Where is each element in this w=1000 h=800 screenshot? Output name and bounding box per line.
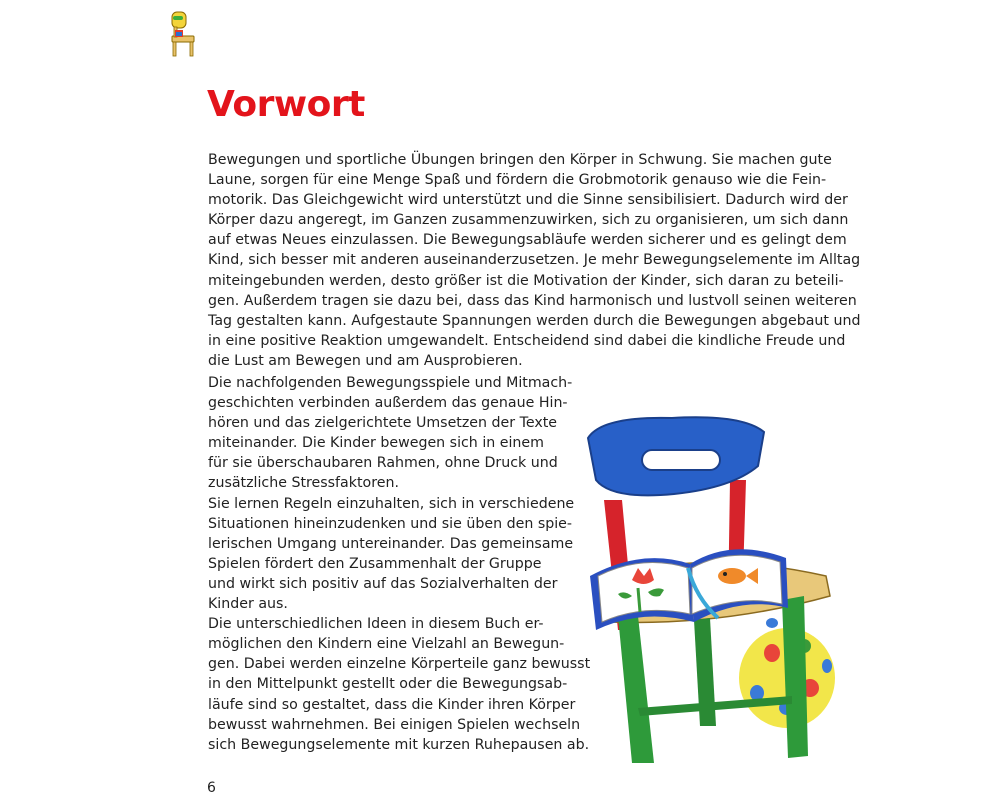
text-line: in eine positive Reaktion umgewandelt. Entscheidend sind dabei die kindliche Freude und xyxy=(208,332,846,349)
page-title: Vorwort xyxy=(207,84,365,125)
text-line: Laune, sorgen für eine Menge Spaß und fördern die Grobmotorik genauso wie die Fein- xyxy=(208,172,827,189)
text-line: Die unterschiedlichen Ideen in diesem Buch er- xyxy=(208,616,544,633)
page-number: 6 xyxy=(207,780,216,796)
text-line: Kind, sich besser mit anderen auseinanderzusetzen. Je mehr Bewegungselemente im Alltag xyxy=(208,252,861,269)
text-line: miteinander. Die Kinder bewegen sich in einem xyxy=(208,435,544,452)
text-line: Sie lernen Regeln einzuhalten, sich in verschiedene xyxy=(208,495,575,512)
chair-icon xyxy=(166,10,200,58)
text-line: sich Bewegungselemente mit kurzen Ruhepausen ab. xyxy=(208,736,590,753)
text-line: geschichten verbinden außerdem das genaue Hin- xyxy=(208,395,568,412)
text-line: Bewegungen und sportliche Übungen bringen den Körper in Schwung. Sie machen gute xyxy=(208,152,832,168)
text-line: die Lust am Bewegen und am Ausprobieren. xyxy=(208,352,523,369)
text-line: Körper dazu angeregt, im Ganzen zusammenzuwirken, sich zu organisieren, um sich dann xyxy=(208,212,849,229)
intro-paragraph xyxy=(208,150,861,371)
text-line: in den Mittelpunkt gestellt oder die Bewegungsab- xyxy=(208,676,568,693)
text-line: gen. Dabei werden einzelne Körperteile ganz bewusst xyxy=(208,656,591,673)
text-line: auf etwas Neues einzulassen. Die Bewegungsabläufe werden sicherer und es gelingt dem xyxy=(208,232,847,249)
text-line: Spielen fördert den Zusammenhalt der Gruppe xyxy=(208,555,542,572)
text-line: hören und das zielgerichtete Umsetzen der Texte xyxy=(208,415,558,432)
text-line: möglichen den Kindern eine Vielzahl an Bewegun- xyxy=(208,636,565,653)
text-line: Kinder aus. xyxy=(208,596,288,613)
chair-illustration xyxy=(582,408,842,780)
text-line: bewusst wahrnehmen. Bei einigen Spielen wechseln xyxy=(208,716,581,733)
text-line: Situationen hineinzudenken und sie üben den spie- xyxy=(208,515,573,532)
text-line: Tag gestalten kann. Aufgestaute Spannungen werden durch die Bewegungen abgebaut und xyxy=(208,312,861,329)
text-line: Die nachfolgenden Bewegungsspiele und Mitmach- xyxy=(208,375,573,391)
text-line: gen. Außerdem tragen sie dazu bei, dass das Kind harmonisch und lustvoll seinen weiteren xyxy=(208,292,857,309)
text-line: lerischen Umgang untereinander. Das gemeinsame xyxy=(208,535,574,552)
text-line: und wirkt sich positiv auf das Sozialverhalten der xyxy=(208,575,558,592)
text-line: läufe sind so gestaltet, dass die Kinder ihren Körper xyxy=(208,696,576,713)
text-line: miteingebunden werden, desto größer ist die Motivation der Kinder, sich daran zu beteili- xyxy=(208,272,844,289)
text-line: zusätzliche Stressfaktoren. xyxy=(208,475,399,492)
side-paragraph xyxy=(208,373,591,755)
text-line: motorik. Das Gleichgewicht wird unterstützt und die Sinne sensibilisiert. Dadurch wird der xyxy=(208,192,848,209)
text-line: für sie überschaubaren Rahmen, ohne Druck und xyxy=(208,455,558,472)
